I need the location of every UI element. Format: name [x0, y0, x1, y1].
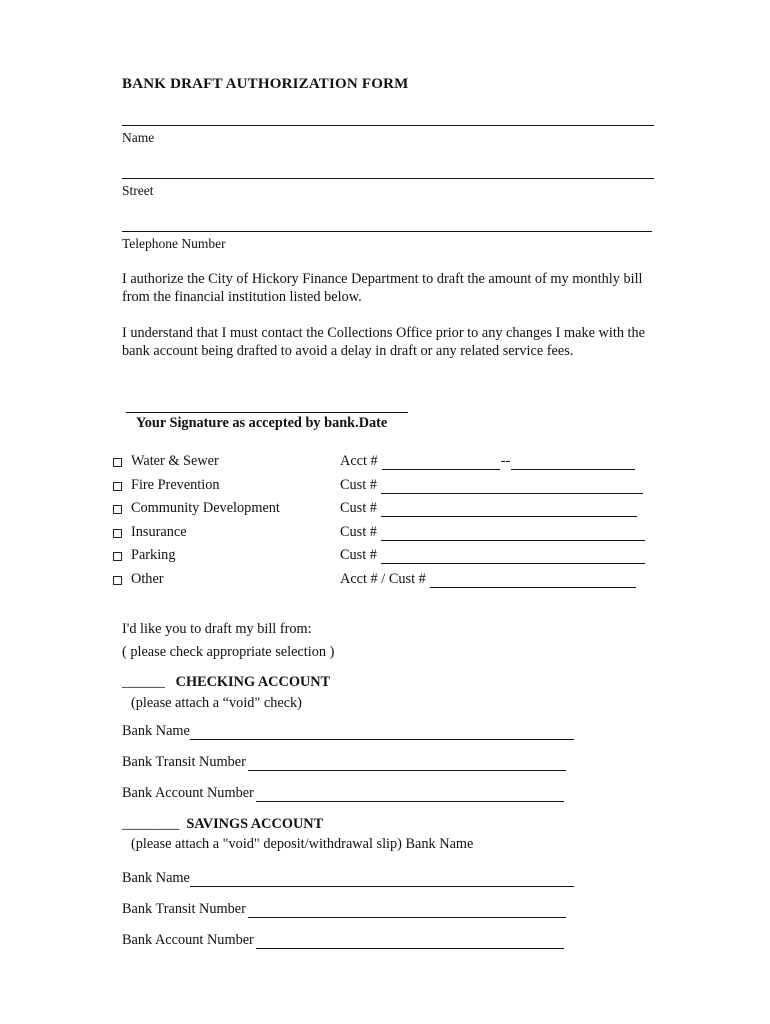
savings-heading-text: SAVINGS ACCOUNT: [186, 816, 324, 832]
checkbox-community-development[interactable]: [113, 505, 122, 514]
field-label: Cust #: [340, 477, 377, 493]
checking-account-heading: [122, 674, 330, 691]
checking-select-blank[interactable]: ______: [122, 674, 165, 690]
service-label: Water & Sewer: [131, 453, 219, 469]
savings-account-number-field[interactable]: [122, 932, 564, 949]
telephone-line[interactable]: [122, 231, 652, 232]
field-label: Bank Name: [122, 870, 190, 886]
checking-transit-field[interactable]: [122, 754, 566, 771]
draft-intro-line1: I'd like you to draft my bill from:: [122, 621, 312, 637]
field-label: Cust #: [340, 500, 377, 516]
draft-intro-line2: ( please check appropriate selection ): [122, 644, 335, 660]
savings-bank-name-field[interactable]: [122, 870, 574, 887]
service-label: Insurance: [131, 524, 187, 540]
savings-account-heading: [122, 816, 323, 833]
savings-transit-field[interactable]: [122, 901, 566, 918]
cust-blank[interactable]: [381, 551, 645, 564]
parking-cust-field[interactable]: [340, 547, 645, 564]
cust-blank[interactable]: [381, 481, 643, 494]
other-acct-cust-field[interactable]: [340, 571, 636, 588]
service-label: Fire Prevention: [131, 477, 220, 493]
checking-note: (please attach a “void" check): [131, 695, 302, 711]
street-label: Street: [122, 183, 154, 198]
field-label: Acct #: [340, 453, 378, 469]
street-line[interactable]: [122, 178, 654, 179]
checkbox-parking[interactable]: [113, 552, 122, 561]
acct-cust-blank[interactable]: [430, 575, 636, 588]
telephone-label: Telephone Number: [122, 236, 226, 251]
field-label: Cust #: [340, 524, 377, 540]
savings-note: (please attach a "void" deposit/withdrawal slip) Bank Name: [131, 836, 474, 852]
fire-prevention-cust-field[interactable]: [340, 477, 643, 494]
community-development-cust-field[interactable]: [340, 500, 637, 517]
signature-label: Your Signature as accepted by bank.Date: [136, 415, 388, 431]
understanding-paragraph: I understand that I must contact the Collections Office prior to any changes I make with the bank account being drafted to avoid a delay in draft or any related service fees.: [122, 325, 646, 359]
cust-blank[interactable]: [381, 504, 637, 517]
checking-bank-name-field[interactable]: [122, 723, 574, 740]
service-label: Other: [131, 571, 164, 587]
transit-blank[interactable]: [248, 758, 566, 771]
page-title: BANK DRAFT AUTHORIZATION FORM: [122, 76, 409, 92]
field-label: Bank Transit Number: [122, 754, 246, 770]
insurance-cust-field[interactable]: [340, 524, 645, 541]
service-label: Parking: [131, 547, 176, 563]
field-label: Bank Account Number: [122, 785, 254, 801]
bank-name-blank[interactable]: [190, 727, 574, 740]
name-label: Name: [122, 130, 155, 145]
checking-heading-text: CHECKING ACCOUNT: [175, 674, 331, 690]
field-label: Bank Name: [122, 723, 190, 739]
account-number-blank[interactable]: [256, 789, 564, 802]
signature-line[interactable]: [126, 412, 408, 413]
field-label: Acct # / Cust #: [340, 571, 426, 587]
checkbox-fire-prevention[interactable]: [113, 482, 122, 491]
account-number-blank[interactable]: [256, 936, 564, 949]
acct-part2-blank[interactable]: [511, 457, 635, 470]
checking-account-number-field[interactable]: [122, 785, 564, 802]
checkbox-water-sewer[interactable]: [113, 458, 122, 467]
checkbox-insurance[interactable]: [113, 529, 122, 538]
service-label: Community Development: [131, 500, 280, 516]
field-label: Cust #: [340, 547, 377, 563]
field-label: Bank Transit Number: [122, 901, 246, 917]
name-line[interactable]: [122, 125, 654, 126]
acct-separator: --: [500, 453, 511, 469]
authorization-paragraph: I authorize the City of Hickory Finance Department to draft the amount of my monthly bill from the financial institution listed below.: [122, 271, 643, 305]
checkbox-other[interactable]: [113, 576, 122, 585]
bank-name-blank[interactable]: [190, 874, 574, 887]
savings-select-blank[interactable]: ________: [122, 816, 180, 832]
cust-blank[interactable]: [381, 528, 645, 541]
water-sewer-acct-field[interactable]: [340, 453, 635, 470]
acct-part1-blank[interactable]: [382, 457, 500, 470]
transit-blank[interactable]: [248, 905, 566, 918]
field-label: Bank Account Number: [122, 932, 254, 948]
